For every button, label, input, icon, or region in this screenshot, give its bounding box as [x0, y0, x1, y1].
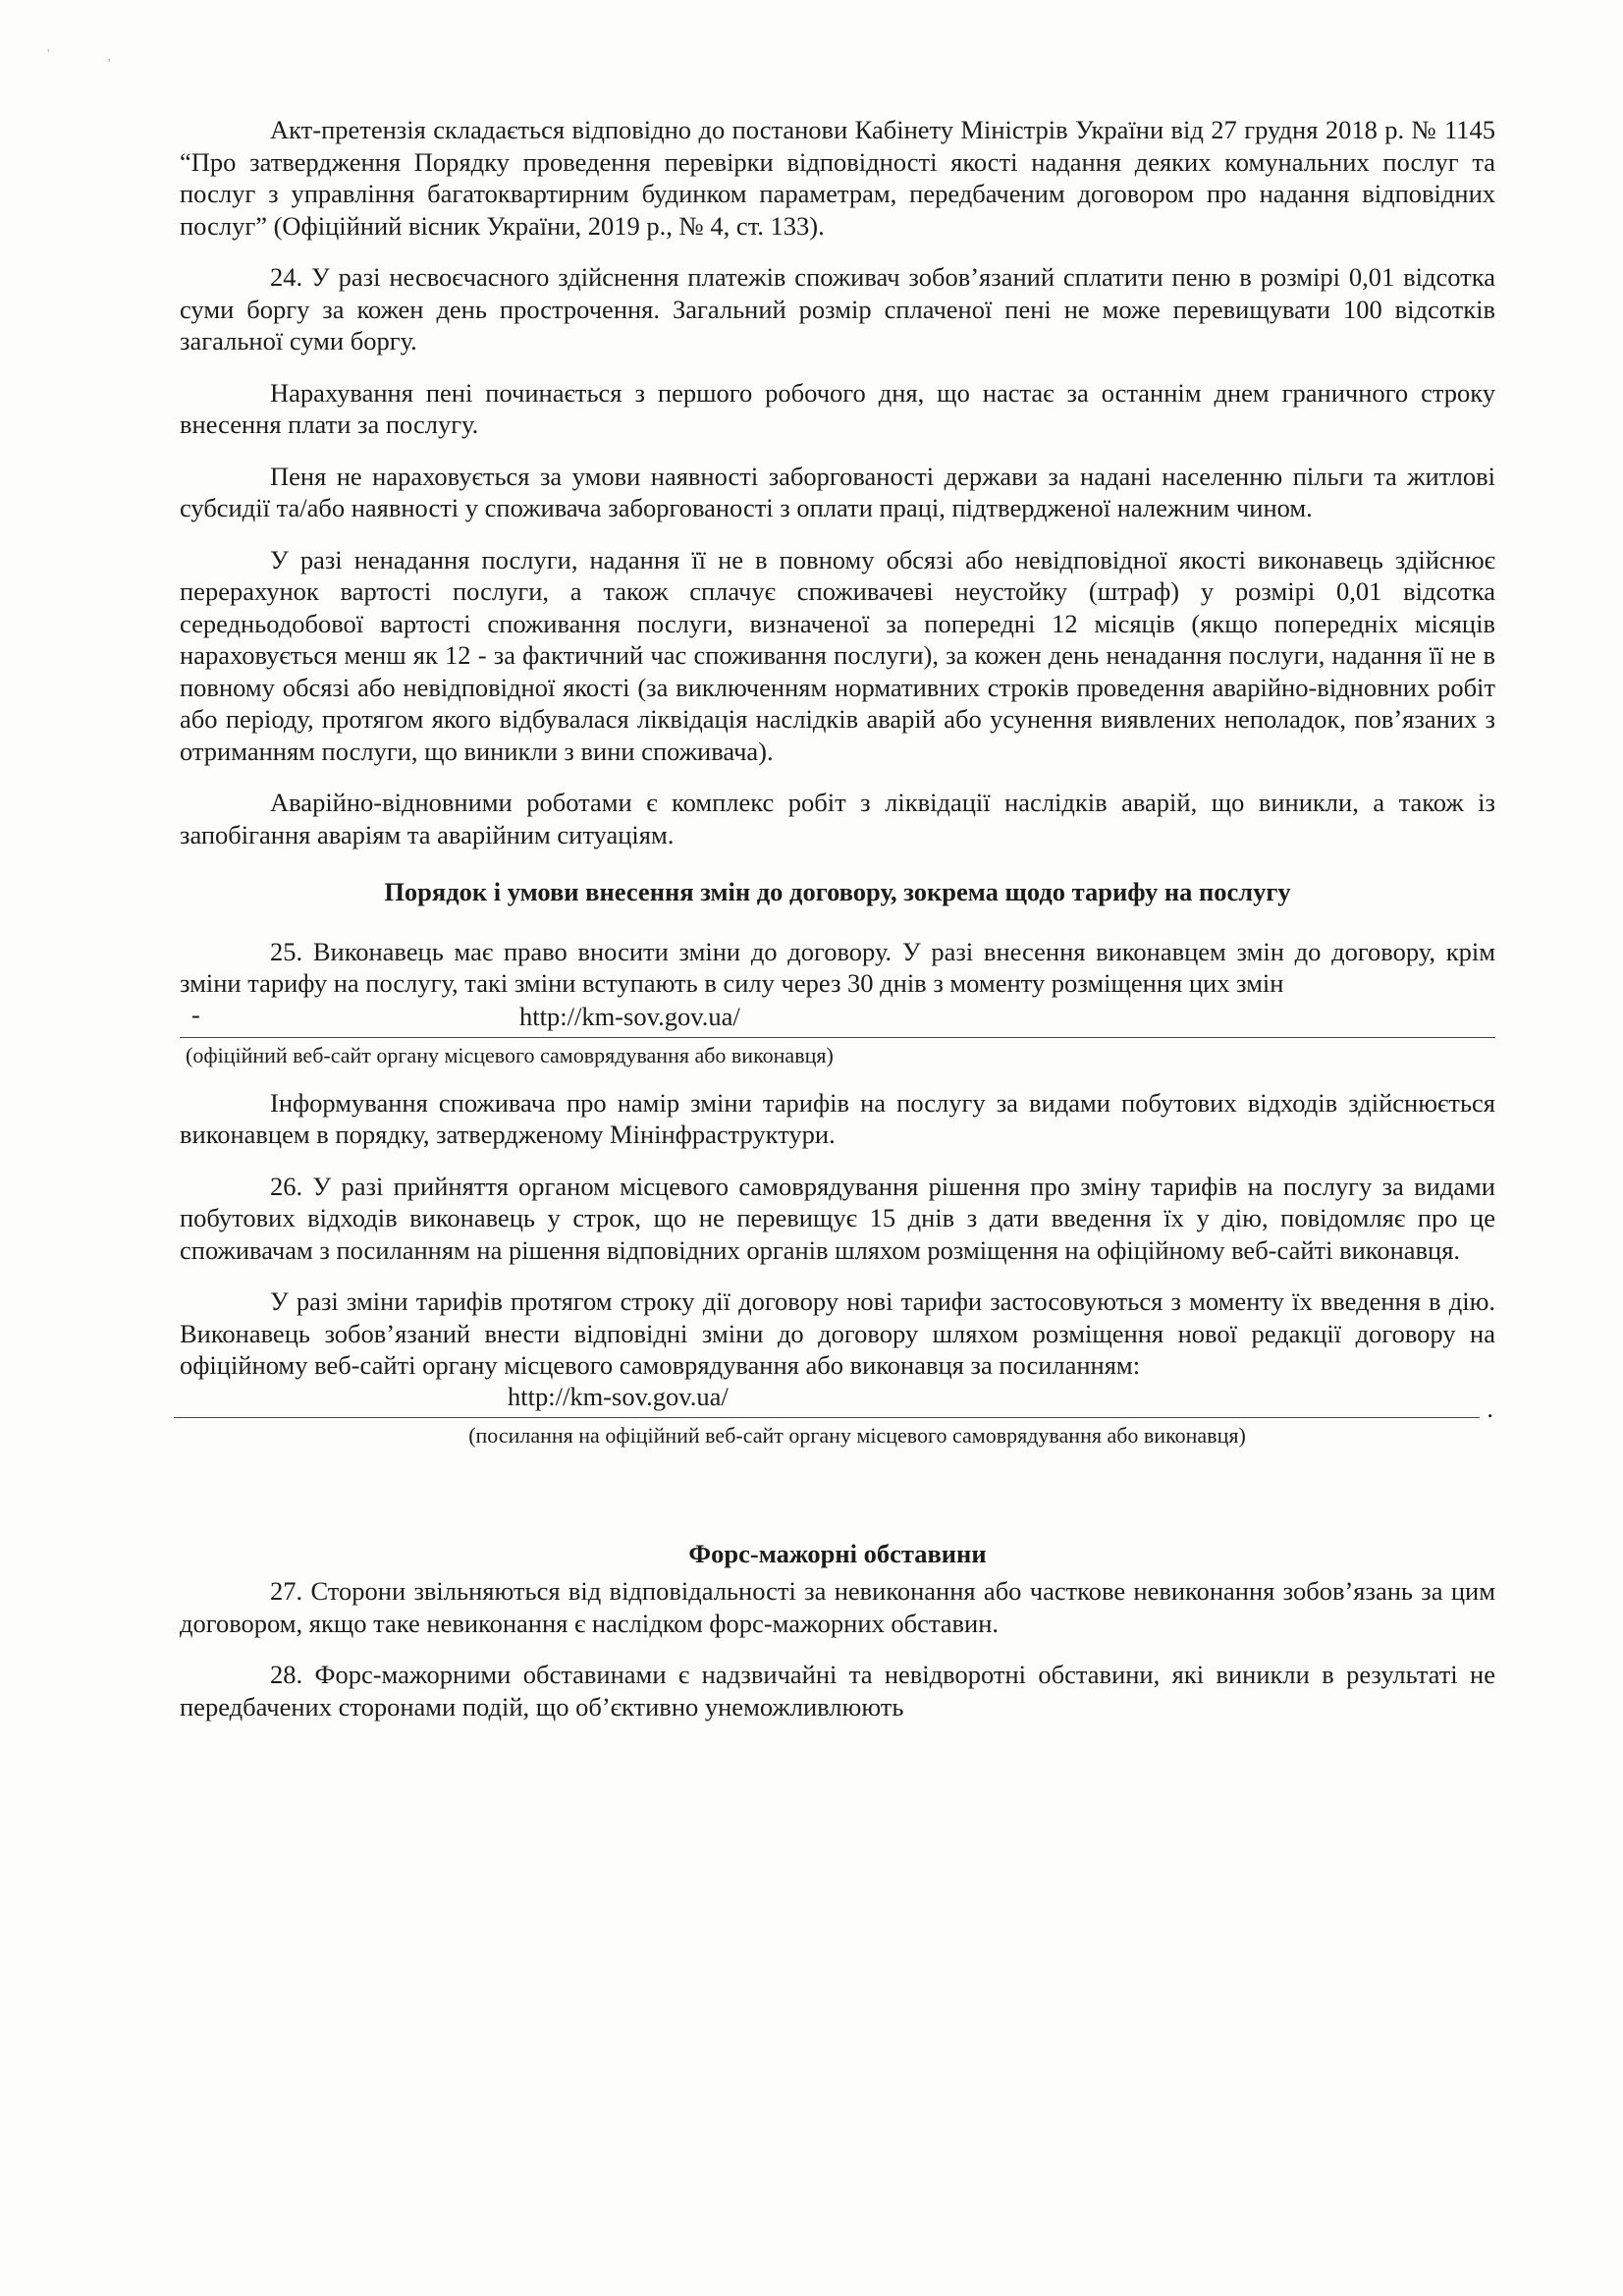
paragraph-tariff-change: У разі зміни тарифів протягом строку дії договору нові тарифи застосовуються з моменту їх введення в дію. Виконавець зобов’язаний внести відповідні зміни до договору шляхом розміщення нової редакції договору на офіційному веб-сайті органу місцевого самоврядування або виконавця за посиланням:	[180, 1286, 1495, 1380]
document-body	[180, 114, 1495, 1742]
paragraph-penalty-start: Нарахування пені починається з першого робочого дня, що настає за останнім днем граничного строку внесення плати за послугу.	[180, 377, 1495, 439]
scan-mark: '	[108, 57, 111, 72]
link-line-2	[174, 1382, 1493, 1423]
scan-mark: '	[47, 47, 50, 62]
link-line-1	[180, 1000, 1495, 1038]
section-heading-force-majeure: Форс-мажорні обставини	[688, 1538, 987, 1568]
section-heading-tariff: Порядок і умови внесення змін до договору, зокрема щодо тарифу на послугу	[384, 877, 1291, 906]
paragraph-27: 27. Сторони звільняються від відповідальності за невиконання або часткове невиконання зобов’язань за цим договором, якщо таке невиконання є наслідком форс-мажорних обставин.	[180, 1576, 1495, 1638]
paragraph-recalculation: У разі ненадання послуги, надання її не в повному обсязі або невідповідної якості виконавець здійснює перерахунок вартості послуги, а також сплачує споживачеві неустойку (штраф) у розмірі 0,01 відсотка середньодобової вартості споживання послуги, визначеної за попередні 12 місяців (якщо попередніх місяців нараховується менш як 12 - за фактичний час споживання послуги), за кожен день ненадання послуги, надання її не в повному обсязі або невідповідної якості (за виключенням нормативних строків проведення аварійно-відновних робіт або періоду, протягом якого відбувалася ліквідація наслідків аварій або усунення виявлених неполадок, пов’язаних з отриманням послуги, що виникли з вини споживача).	[180, 544, 1495, 766]
paragraph-emergency-works: Аварійно-відновними роботами є комплекс робіт з ліквідації наслідків аварій, що виникли, а також із запобігання аваріям та аварійним ситуаціям.	[180, 788, 1495, 849]
paragraph-28: 28. Форс-мажорними обставинами є надзвичайні та невідворотні обставини, які виникли в результаті не передбачених сторонами подій, що об’єктивно унеможливлюють	[180, 1660, 1495, 1722]
link-end-dot: .	[1487, 1394, 1493, 1423]
paragraph-tariff-info: Інформування споживача про намір зміни тарифів на послугу за видами побутових відходів здійснюється виконавцем в порядку, затвердженому Мінінфраструктури.	[180, 1087, 1495, 1149]
website-link-1[interactable]: http://km-sov.gov.ua/	[519, 1002, 740, 1031]
link-caption-1: (офіційний веб-сайт органу місцевого самоврядування або виконавця)	[186, 1042, 834, 1067]
website-link-2[interactable]: http://km-sov.gov.ua/	[508, 1382, 729, 1411]
paragraph-26: 26. У разі прийняття органом місцевого самоврядування рішення про зміну тарифів на послугу за видами побутових відходів виконавець у строк, що не перевищує 15 днів з дати введення їх у дію, повідомляє про це споживачам з посиланням на рішення відповідних органів шляхом розміщення на офіційному веб-сайті виконавця.	[180, 1171, 1495, 1265]
paragraph-24: 24. У разі несвоєчасного здійснення платежів споживач зобов’язаний сплатити пеню в розмірі 0,01 відсотка суми боргу за кожен день прострочення. Загальний розмір сплаченої пені не може перевищувати 100 відсотків загальної суми боргу.	[180, 262, 1495, 355]
section-spacer	[180, 1467, 1495, 1510]
link-dash: -	[191, 1000, 200, 1029]
link-caption-2: (посилання на офіційний веб-сайт органу місцевого самоврядування або виконавця)	[468, 1422, 1246, 1448]
paragraph-25: 25. Виконавець має право вносити зміни до договору. У разі внесення виконавцем змін до договору, крім зміни тарифу на послугу, такі зміни вступають в силу через 30 днів з моменту розміщення цих змін	[180, 936, 1495, 998]
paragraph-act-claim: Акт-претензія складається відповідно до постанови Кабінету Міністрів України від 27 грудня 2018 р. № 1145 “Про затвердження Порядку проведення перевірки відповідності якості надання деяких комунальних послуг та послуг з управління багатоквартирним будинком параметрам, передбаченим договором про надання відповідних послуг” (Офіційний вісник України, 2019 р., № 4, ст. 133).	[180, 115, 1495, 241]
paragraph-penalty-exemption: Пеня не нараховується за умови наявності заборгованості держави за надані населенню пільги та житлові субсидії та/або наявності у споживача заборгованості з оплати праці, підтвердженої належним чином.	[180, 461, 1495, 522]
